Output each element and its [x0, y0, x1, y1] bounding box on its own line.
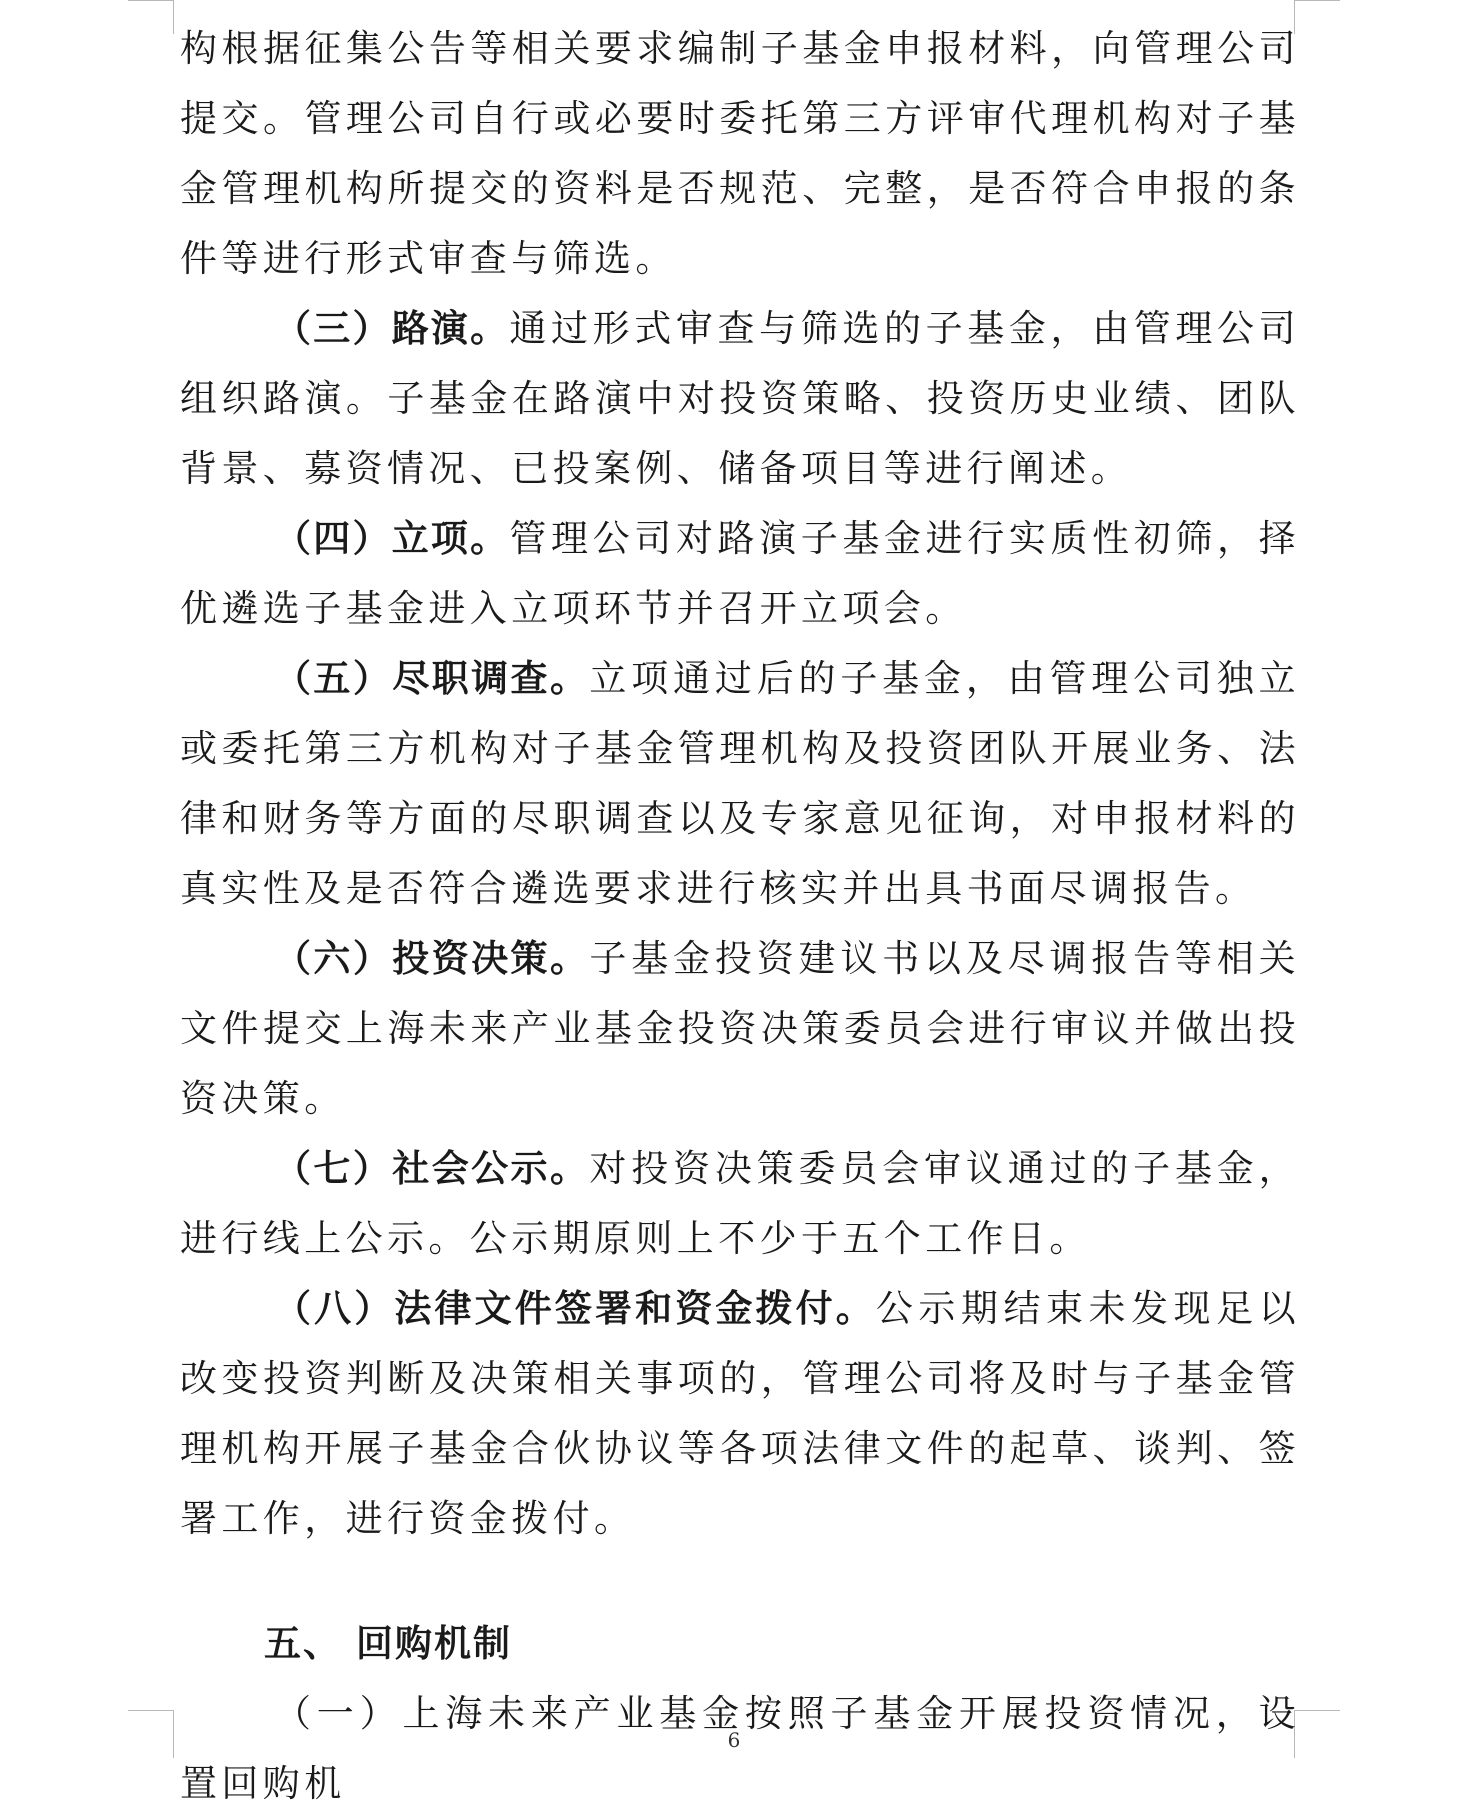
- paragraph-prefix: （五）: [274, 657, 393, 700]
- paragraph-submission-review: [180, 14, 1300, 294]
- paragraph-text: 立项通过后的子基金，由管理公司独立或委托第三方机构对子基金管理机构及投资团队开展业务、法律和财务等方面的尽职调查以及专家意见征询，对申报材料的真实性及是否符合遴选要求进行核实并出具书面尽调报告。: [180, 657, 1300, 910]
- crop-mark-bottom-left-h: [128, 1710, 174, 1711]
- crop-mark-top-left-h: [128, 0, 174, 1]
- paragraph-due-diligence: [180, 644, 1300, 924]
- paragraph-prefix: （七）: [274, 1147, 393, 1190]
- page-number: 6: [727, 1728, 741, 1752]
- paragraph-text: 通过形式审查与筛选的子基金，由管理公司组织路演。子基金在路演中对投资策略、投资历史业绩、团队背景、募资情况、已投案例、储备项目等进行阐述。: [180, 307, 1301, 490]
- paragraph-text: 构根据征集公告等相关要求编制子基金申报材料，向管理公司提交。管理公司自行或必要时委托第三方评审代理机构对子基金管理机构所提交的资料是否规范、完整，是否符合申报的条件等进行形式审查与筛选。: [180, 27, 1300, 280]
- paragraph-text: 公示期结束未发现足以改变投资判断及决策相关事项的，管理公司将及时与子基金管理机构开展子基金合伙协议等各项法律文件的起草、谈判、签署工作，进行资金拨付。: [180, 1287, 1300, 1540]
- paragraph-project-approval: [180, 504, 1300, 644]
- document-page-body: [180, 14, 1300, 1819]
- section-number: 五、: [264, 1622, 342, 1665]
- paragraph-prefix: （四）: [274, 517, 392, 560]
- paragraph-lead-term: 尽职调查。: [392, 657, 590, 700]
- crop-mark-top-right-h: [1294, 0, 1340, 1]
- paragraph-lead-term: 社会公示。: [392, 1147, 590, 1190]
- paragraph-investment-decision: [180, 924, 1300, 1134]
- section-title: 回购机制: [356, 1622, 512, 1665]
- paragraph-lead-term: 法律文件签署和资金拨付。: [394, 1287, 876, 1330]
- paragraph-prefix: （六）: [274, 937, 393, 980]
- crop-mark-bottom-right-h: [1294, 1710, 1340, 1711]
- paragraph-public-notice: [180, 1134, 1300, 1274]
- paragraph-text: 上海未来产业基金按照子基金开展投资情况，设置回购机: [180, 1692, 1301, 1805]
- paragraph-text: 对投资决策委员会审议通过的子基金，进行线上公示。公示期原则上不少于五个工作日。: [180, 1147, 1300, 1260]
- crop-mark-top-left-v: [173, 0, 174, 34]
- paragraph-prefix: （八）: [274, 1287, 395, 1330]
- paragraph-text: 子基金投资建议书以及尽调报告等相关文件提交上海未来产业基金投资决策委员会进行审议并做出投资决策。: [180, 937, 1300, 1120]
- paragraph-lead-term: 路演。: [391, 307, 510, 350]
- paragraph-lead-term: 投资决策。: [392, 937, 590, 980]
- paragraph-prefix: （三）: [274, 307, 392, 350]
- paragraph-legal-signing-funding: [180, 1274, 1300, 1554]
- paragraph-prefix: （一）: [274, 1692, 403, 1735]
- paragraph-lead-term: 立项。: [391, 517, 510, 560]
- paragraph-text: 管理公司对路演子基金进行实质性初筛，择优遴选子基金进入立项环节并召开立项会。: [180, 517, 1301, 630]
- paragraph-roadshow: [180, 294, 1300, 504]
- section-heading-buyback: [180, 1609, 1300, 1679]
